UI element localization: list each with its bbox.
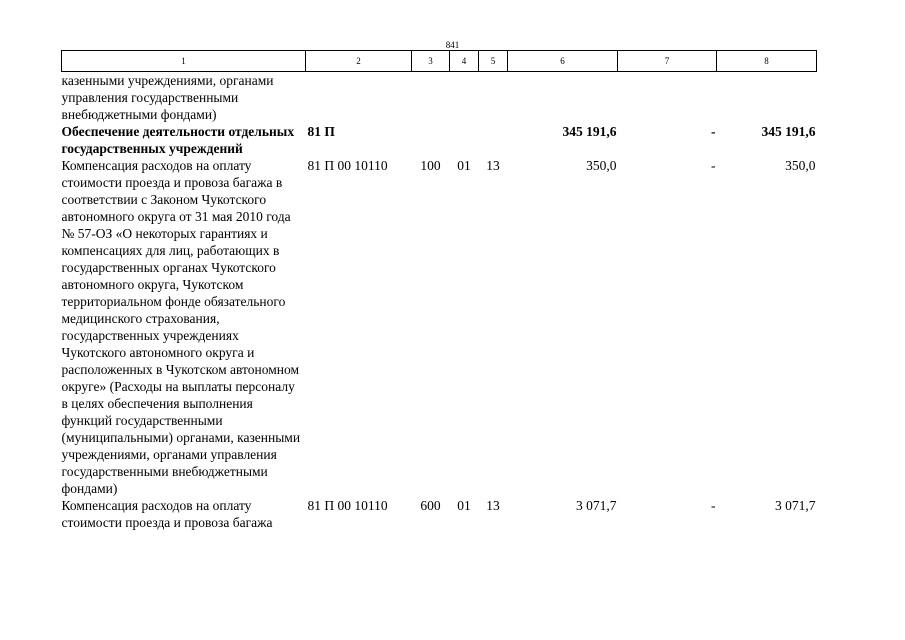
- row-col8: 350,0: [785, 158, 816, 173]
- row-section: [450, 123, 479, 157]
- budget-table: [61, 50, 817, 531]
- page-number: 841: [445, 40, 460, 50]
- row-col7: -: [711, 498, 716, 513]
- header-col-6: 6: [508, 51, 618, 72]
- row-col7: -: [711, 124, 716, 139]
- row-col7: -: [711, 158, 716, 173]
- table-body: [62, 72, 817, 532]
- row-expense-type: 600: [420, 498, 441, 513]
- row-code: 81 П: [307, 124, 335, 139]
- row-code: [306, 72, 412, 124]
- row-section: 01: [457, 158, 471, 173]
- row-expense-type: 100: [420, 158, 441, 173]
- header-col-3: 3: [412, 51, 450, 72]
- row-col8: 345 191,6: [761, 124, 816, 139]
- row-subsection: 13: [486, 498, 500, 513]
- header-col-4: 4: [450, 51, 479, 72]
- row-col7: [618, 72, 717, 124]
- row-name: Обеспечение деятельности отдельных государственных учреждений: [61, 124, 295, 156]
- table-row: [62, 157, 817, 497]
- row-expense-type: [412, 72, 450, 124]
- header-col-2: 2: [306, 51, 412, 72]
- header-col-8: 8: [717, 51, 817, 72]
- header-col-5: 5: [479, 51, 508, 72]
- row-code: 81 П 00 10110: [307, 158, 388, 173]
- row-subsection: [479, 72, 508, 124]
- row-subsection: 13: [486, 158, 500, 173]
- row-name: казенными учреждениями, органами управления государственными внебюджетными фондами): [61, 73, 274, 122]
- row-name: Компенсация расходов на оплату стоимости проезда и провоза багажа: [61, 498, 273, 530]
- row-name: Компенсация расходов на оплату стоимости проезда и провоза багажа в соответствии с Законом Чукотского автономного округа от 31 мая 2010 года № 57-ОЗ «О некоторых гарантиях и компенсациях для лиц, работающих в государственных органах Чукотского автономного округа, Чукотском территориальном фонде обязательного медицинского страхования, государственных учреждениях Чукотского автономного округа и расположенных в Чукотском автономном округе» (Расходы на выплаты персоналу в целях обеспечения выполнения функций государственными (муниципальными) органами, казенными учреждениями, органами управления государственными внебюджетными фондами): [61, 158, 301, 496]
- table-row: [62, 123, 817, 157]
- header-col-1: 1: [62, 51, 306, 72]
- row-col6: [508, 72, 618, 124]
- row-section: 01: [457, 498, 471, 513]
- row-col6: 345 191,6: [562, 124, 617, 139]
- row-col8: [717, 72, 817, 124]
- row-code: 81 П 00 10110: [307, 498, 388, 513]
- header-col-7: 7: [618, 51, 717, 72]
- row-expense-type: [412, 123, 450, 157]
- row-col6: 3 071,7: [576, 498, 617, 513]
- row-col8: 3 071,7: [775, 498, 816, 513]
- header-row: [62, 51, 817, 72]
- row-col6: 350,0: [586, 158, 617, 173]
- table-header: [62, 51, 817, 72]
- row-section: [450, 72, 479, 124]
- table-row: [62, 497, 817, 531]
- table-row: [62, 72, 817, 124]
- row-subsection: [479, 123, 508, 157]
